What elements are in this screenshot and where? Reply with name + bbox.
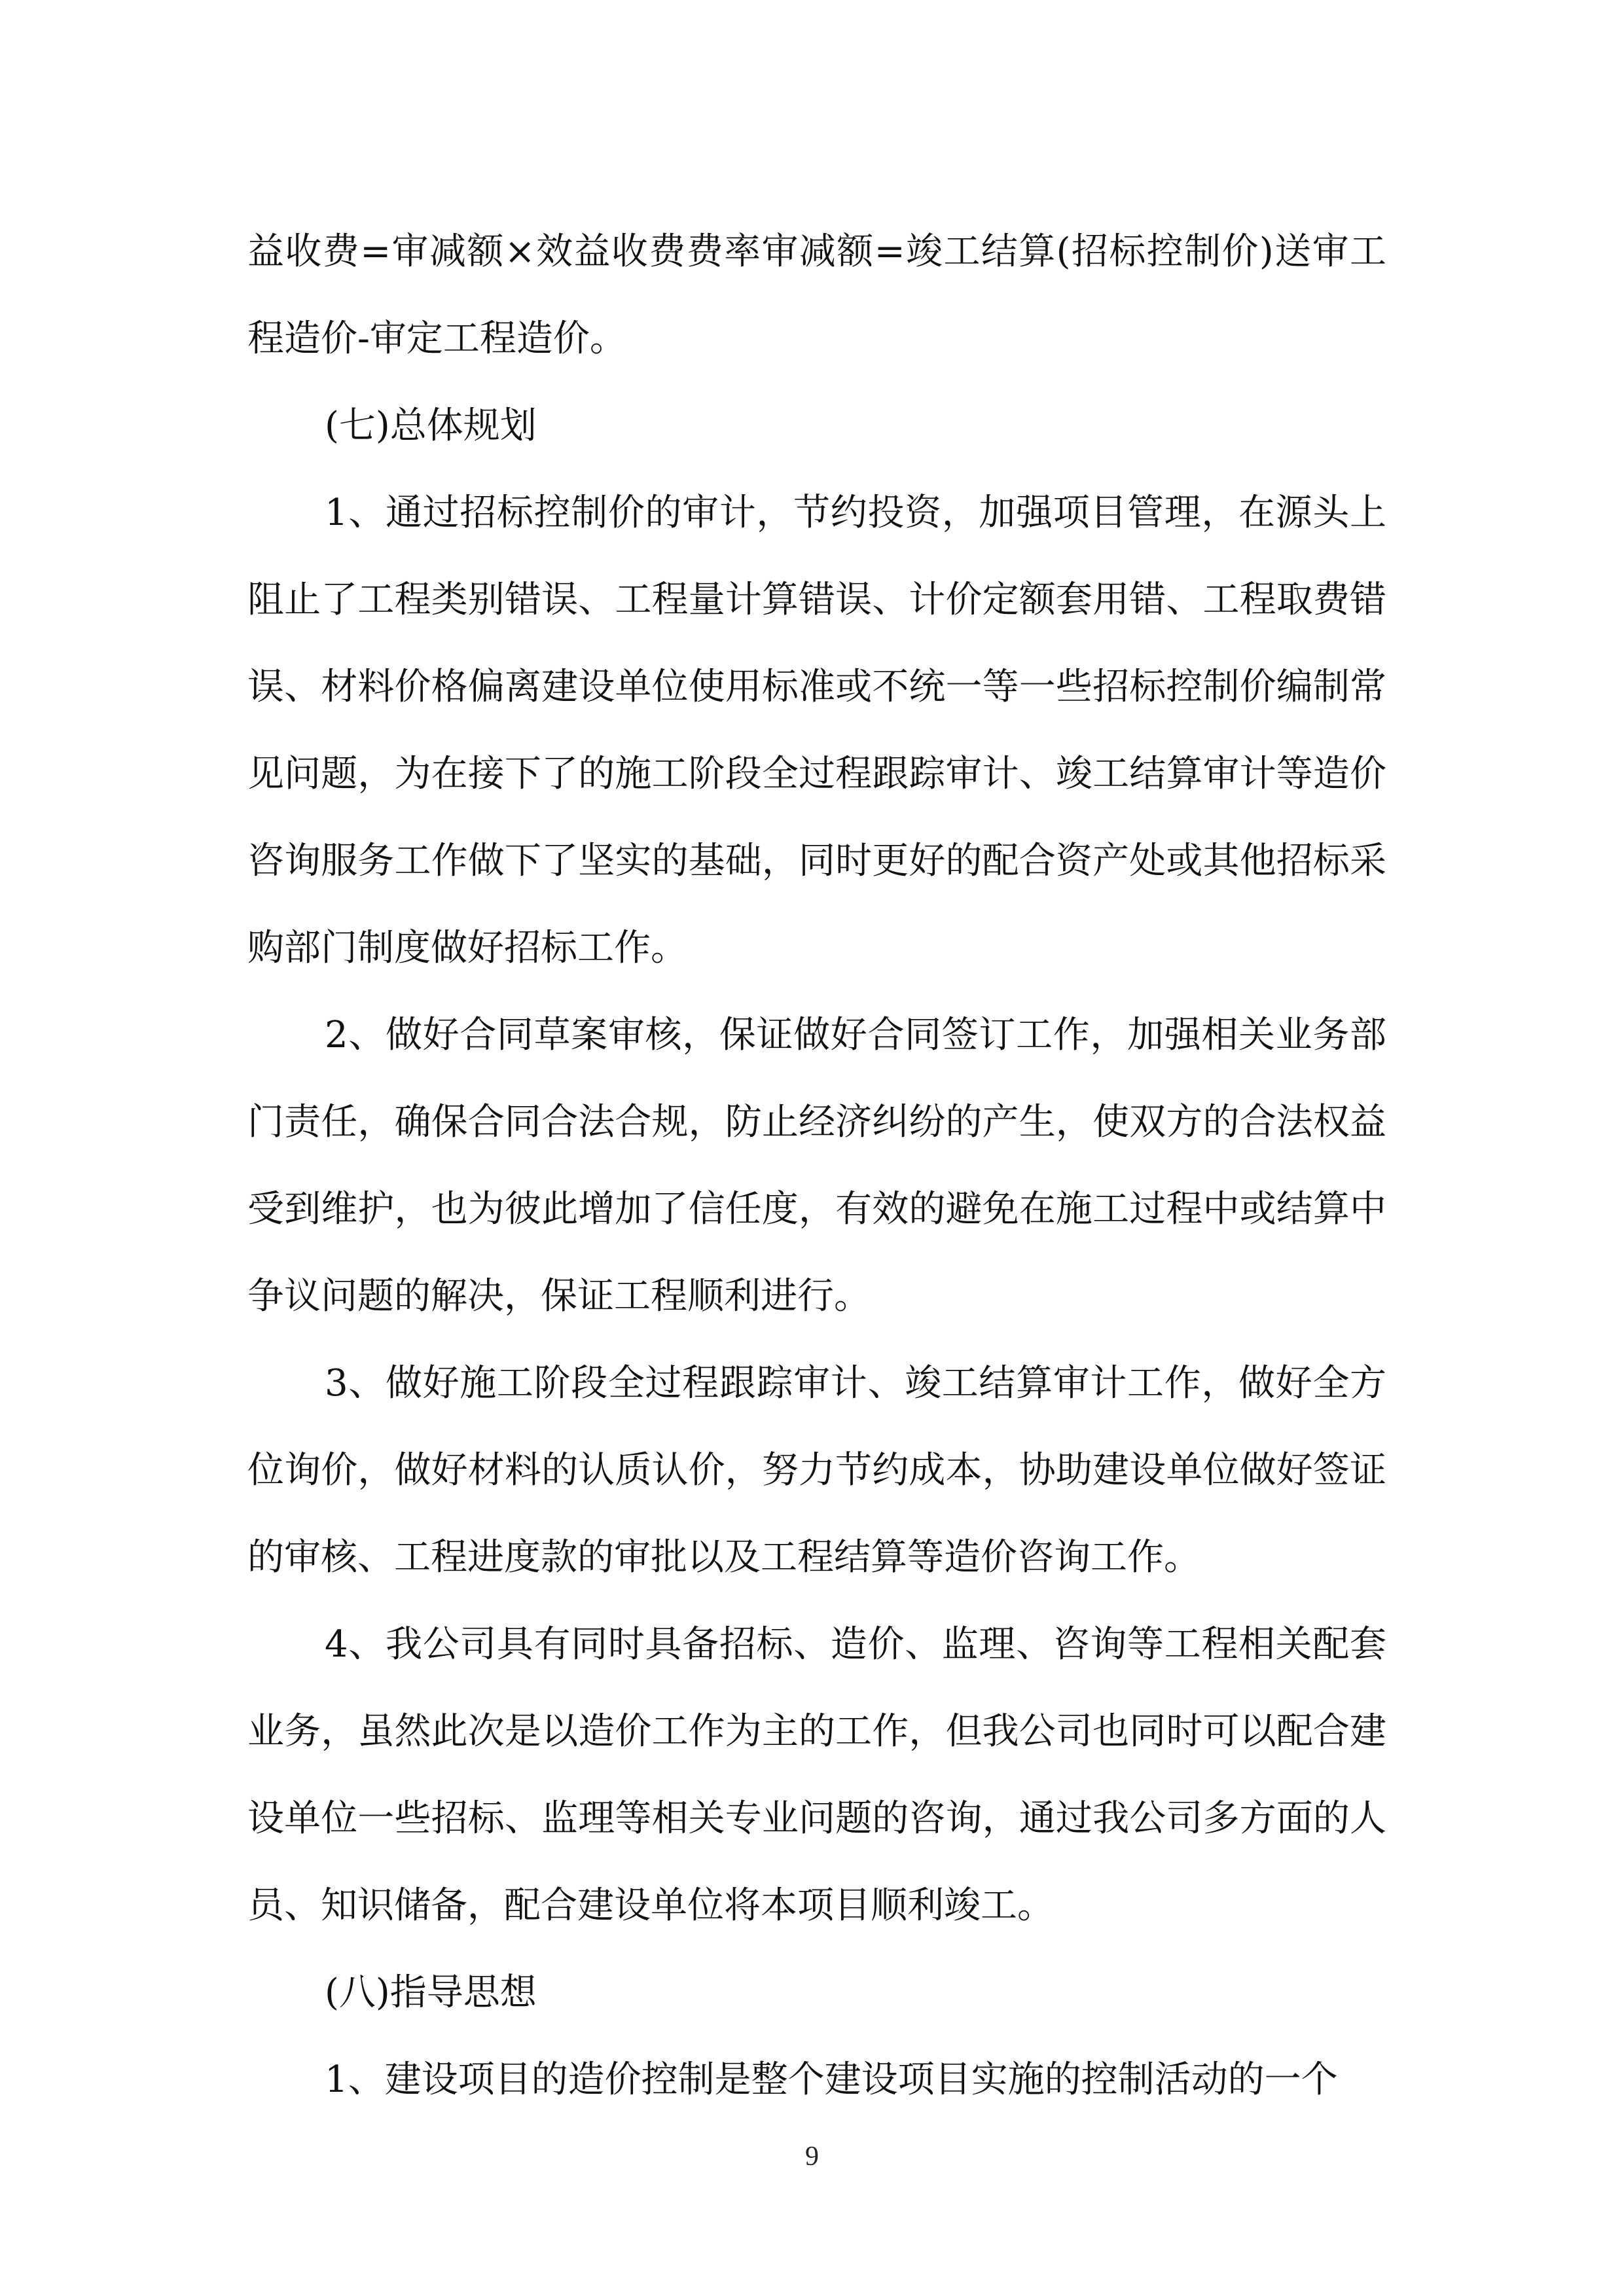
page-number: 9 (805, 2142, 819, 2172)
section-heading-overall-plan: (七)总体规划 (325, 404, 537, 447)
document-body (247, 208, 1386, 2123)
paragraph-plan-item-1: 1、通过招标控制价的审计，节约投资，加强项目管理，在源头上阻止了工程类别错误、工程量计算错误、计价定额套用错、工程取费错误、材料价格偏离建设单位使用标准或不统一等一些招标控制价编制常见问题，为在接下了的施工阶段全过程跟踪审计、竣工结算审计等造价咨询服务工作做下了坚实的基础，同时更好的配合资产处或其他招标采购部门制度做好招标工作。 (247, 492, 1386, 969)
paragraph-guiding-item-1: 1、建设项目的造价控制是整个建设项目实施的控制活动的一个 (325, 2058, 1338, 2101)
paragraph-plan-item-4: 4、我公司具有同时具备招标、造价、监理、咨询等工程相关配套业务，虽然此次是以造价工作为主的工作，但我公司也同时可以配合建设单位一些招标、监理等相关专业问题的咨询，通过我公司多方面的人员、知识储备，配合建设单位将本项目顺利竣工。 (247, 1623, 1386, 1927)
paragraph-plan-item-2: 2、做好合同草案审核，保证做好合同签订工作，加强相关业务部门责任，确保合同合法合规，防止经济纠纷的产生，使双方的合法权益受到维护，也为彼此增加了信任度，有效的避免在施工过程中或结算中争议问题的解决，保证工程顺利进行。 (247, 1014, 1386, 1318)
paragraph-plan-item-3: 3、做好施工阶段全过程跟踪审计、竣工结算审计工作，做好全方位询价，做好材料的认质认价，努力节约成本，协助建设单位做好签证的审核、工程进度款的审批以及工程结算等造价咨询工作。 (247, 1362, 1386, 1579)
paragraph-fee-formula: 益收费=审减额×效益收费费率审减额=竣工结算(招标控制价)送审工程造价-审定工程造价。 (247, 230, 1386, 360)
section-heading-guiding-principles: (八)指导思想 (325, 1971, 537, 2014)
